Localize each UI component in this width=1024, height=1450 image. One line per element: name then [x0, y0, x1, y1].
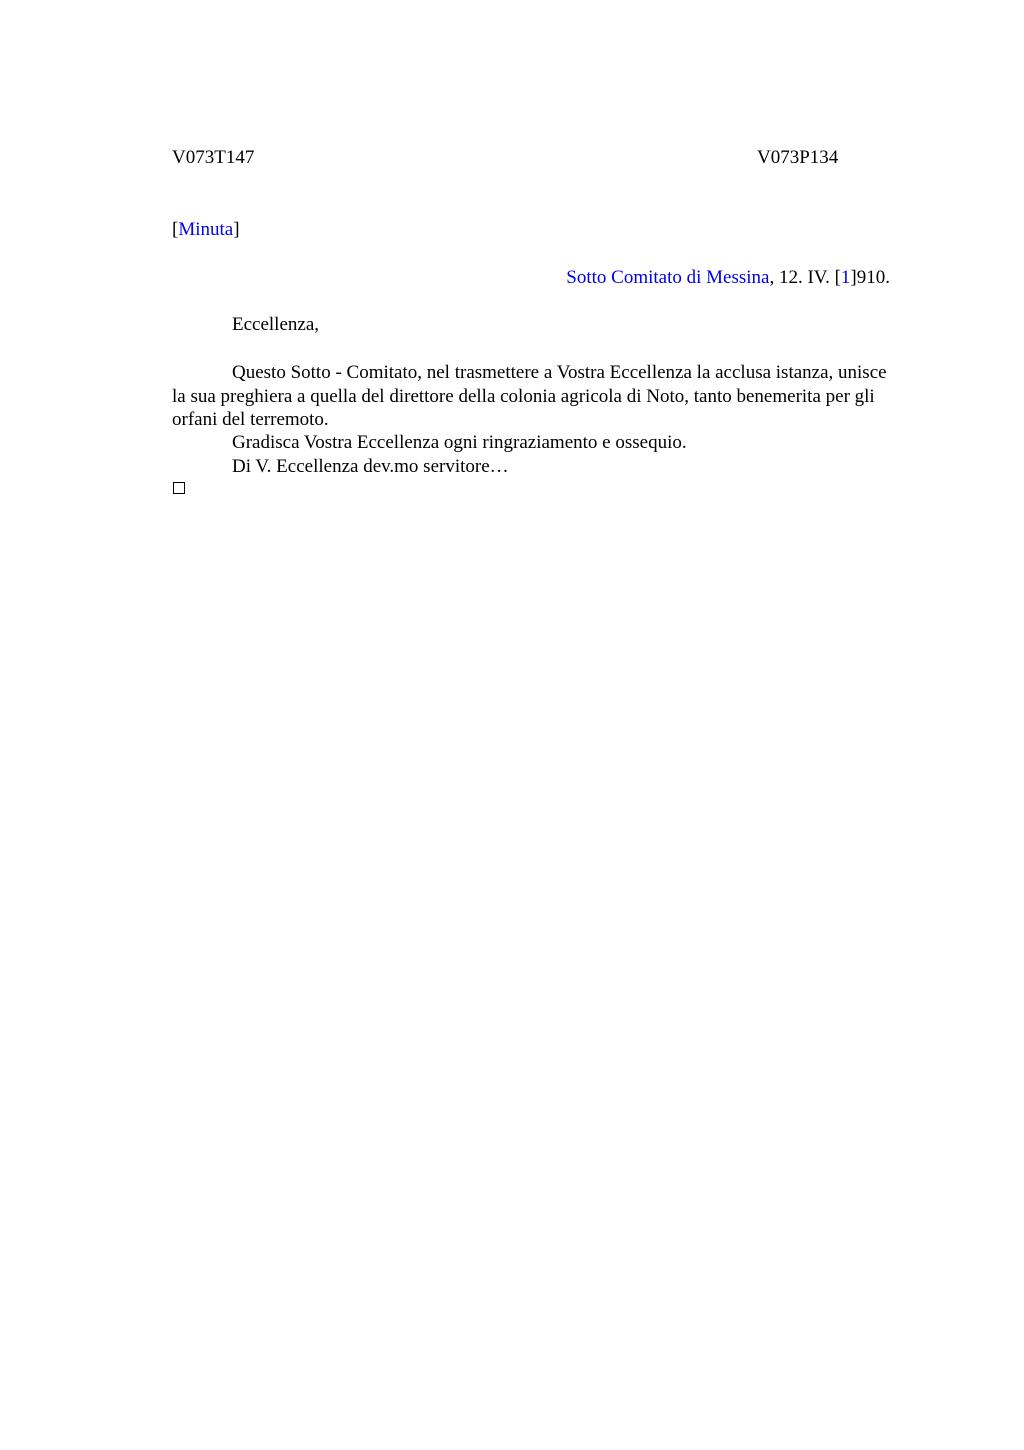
document-code-left: V073T147	[172, 147, 255, 168]
document-code-right: V073P134	[757, 147, 839, 168]
place-link[interactable]: Sotto Comitato di Messina	[566, 267, 770, 288]
closing-line-1: Gradisca Vostra Eccellenza ogni ringraziamento e ossequio.	[232, 432, 687, 453]
year-correction-link[interactable]: 1	[840, 267, 851, 288]
body-paragraph: Questo Sotto - Comitato, nel trasmettere a Vostra Eccellenza la acclusa istanza, unisce la sua preghiera a quella del direttore della colonia agricola di Noto, tanto benemerita per gli orfani del terremoto.	[172, 362, 887, 430]
date-part-2: ]910.	[850, 267, 890, 288]
bracket-close: ]	[233, 219, 240, 240]
date-part-1: , 12. IV. [	[769, 267, 841, 288]
bracket-open: [	[172, 219, 179, 240]
end-of-document-box-icon	[173, 482, 185, 494]
salutation: Eccellenza,	[232, 314, 320, 335]
document-type-line	[172, 218, 240, 242]
closing-line-2: Di V. Eccellenza dev.mo servitore…	[232, 456, 509, 477]
place-date-line	[566, 266, 890, 290]
minuta-link[interactable]: Minuta	[178, 219, 234, 240]
